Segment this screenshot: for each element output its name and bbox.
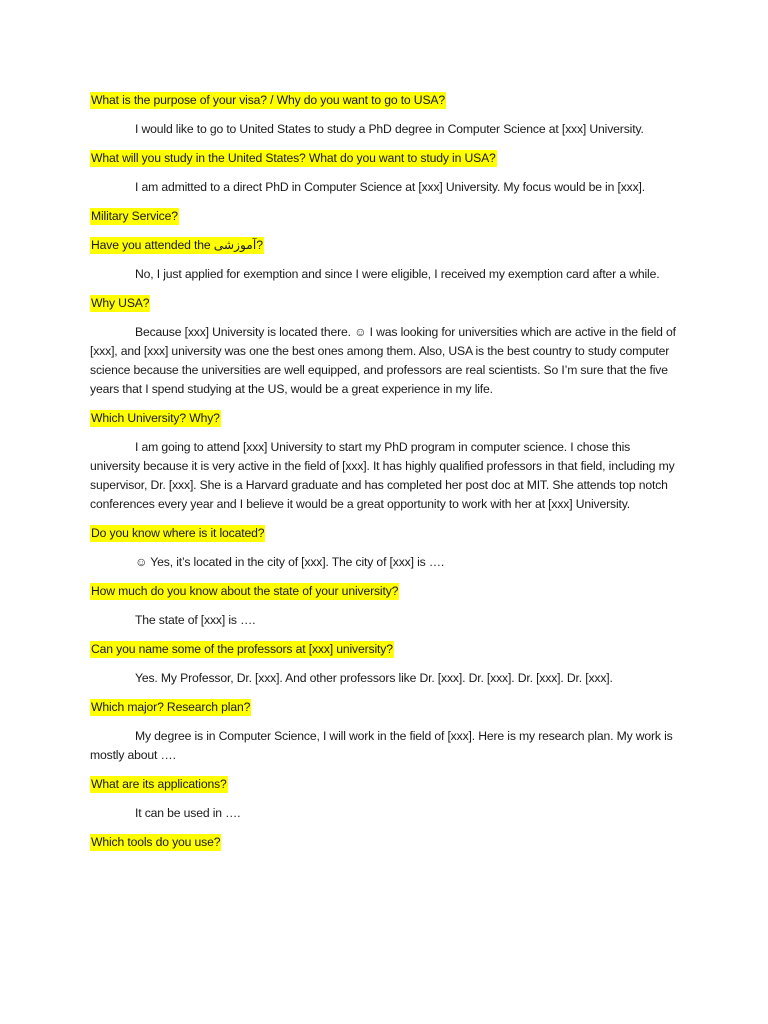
question-location xyxy=(90,524,680,543)
highlighted-question: What are its applications? xyxy=(91,777,227,791)
highlighted-question: How much do you know about the state of your university? xyxy=(91,584,399,598)
question-applications xyxy=(90,775,680,794)
question-tools xyxy=(90,833,680,852)
answer-location: ☺ Yes, it’s located in the city of [xxx]. The city of [xxx] is …. xyxy=(135,555,445,569)
answer-visa-purpose: I would like to go to United States to study a PhD degree in Computer Science at [xxx] University. xyxy=(135,122,644,136)
question-major-research xyxy=(90,698,680,717)
question-which-university xyxy=(90,409,680,428)
question-state xyxy=(90,582,680,601)
answer-study-topic: I am admitted to a direct PhD in Computer Science at [xxx] University. My focus would be in [xxx]. xyxy=(135,180,646,194)
answer-professors: Yes. My Professor, Dr. [xxx]. And other professors like Dr. [xxx]. Dr. [xxx]. Dr. [xxx]. Dr. [xxx]. xyxy=(135,671,613,685)
highlighted-question: What is the purpose of your visa? / Why do you want to go to USA? xyxy=(91,93,446,107)
highlighted-question: Which tools do you use? xyxy=(91,835,221,849)
answer-major-research: My degree is in Computer Science, I will work in the field of [xxx]. Here is my research plan. My work is mostly about …. xyxy=(90,729,673,762)
answer-attended-training: No, I just applied for exemption and since I were eligible, I received my exemption card after a while. xyxy=(135,267,660,281)
question-attended-training xyxy=(90,236,680,255)
highlighted-question: Do you know where is it located? xyxy=(91,526,265,540)
answer-state: The state of [xxx] is …. xyxy=(135,613,256,627)
highlighted-question: Why USA? xyxy=(91,296,150,310)
highlighted-question: Which major? Research plan? xyxy=(91,700,251,714)
highlighted-question: Have you attended the آموزشی? xyxy=(91,238,263,252)
highlighted-question: What will you study in the United States? What do you want to study in USA? xyxy=(91,151,496,165)
question-visa-purpose xyxy=(90,91,680,110)
answer-which-university: I am going to attend [xxx] University to start my PhD program in computer science. I chose this university because it is very active in the field of [xxx]. It has highly qualified professors in that field, including my supervisor, Dr. [xxx]. She is a Harvard graduate and has completed her post doc at MIT. She attends top notch conferences every year and I believe it would be a great opportunity to work with her at [xxx] University. xyxy=(90,440,675,511)
question-study-topic xyxy=(90,149,680,168)
question-why-usa xyxy=(90,294,680,313)
highlighted-question: Military Service? xyxy=(91,209,178,223)
question-military-service xyxy=(90,207,680,226)
question-professors xyxy=(90,640,680,659)
document-body xyxy=(90,91,680,862)
highlighted-question: Which University? Why? xyxy=(91,411,220,425)
answer-applications: It can be used in …. xyxy=(135,806,241,820)
answer-why-usa: Because [xxx] University is located there. ☺ I was looking for universities which are active in the field of [xxx], and [xxx] university was one the best ones among them. Also, USA is the best country to study computer science because the universities are well equipped, and professors are real scientists. So I’m sure that the five years that I spend studying at the US, would be a great experience in my life. xyxy=(90,325,676,396)
highlighted-question: Can you name some of the professors at [xxx] university? xyxy=(91,642,393,656)
